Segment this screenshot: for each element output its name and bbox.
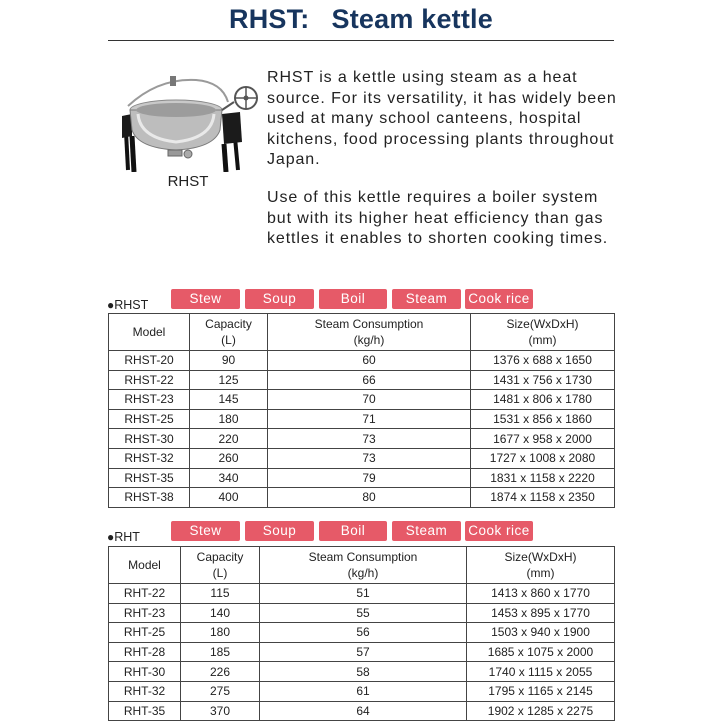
model-cell: RHT-32 [109, 681, 181, 701]
model-cell: RHT-30 [109, 662, 181, 682]
steam-consumption-cell: 73 [268, 429, 471, 449]
table-row [109, 662, 615, 682]
tag-cook-rice: Cook rice [465, 521, 533, 541]
tag-steam: Steam [392, 521, 461, 541]
size-cell: 1453 x 895 x 1770 [467, 603, 615, 623]
steam-consumption-cell: 64 [260, 701, 467, 721]
capacity-cell: 260 [190, 448, 268, 468]
table-row [109, 351, 615, 371]
table-row [109, 603, 615, 623]
size-cell: 1677 x 958 x 2000 [471, 429, 615, 449]
model-cell: RHST-30 [109, 429, 190, 449]
capacity-cell: 185 [181, 642, 260, 662]
steam-consumption-cell: 55 [260, 603, 467, 623]
model-cell: RHT-28 [109, 642, 181, 662]
size-cell: 1413 x 860 x 1770 [467, 584, 615, 604]
size-cell: 1481 x 806 x 1780 [471, 390, 615, 410]
table-row [109, 584, 615, 604]
capacity-cell: 125 [190, 370, 268, 390]
series-label-text: RHST [114, 298, 149, 312]
title-series-code: RHST: [229, 4, 310, 34]
table-header-row [109, 314, 615, 351]
capacity-cell: 226 [181, 662, 260, 682]
table-row [109, 429, 615, 449]
column-header: Size(WxDxH) (mm) [471, 314, 615, 351]
description-paragraph-1: RHST is a kettle using steam as a heat source. For its versatility, it has widely been used at many school canteens, hospital kitchens, food processing plants throughout Japan. [267, 69, 617, 169]
column-header: Steam Consumption (kg/h) [260, 547, 467, 584]
tag-boil: Boil [319, 521, 387, 541]
size-cell: 1685 x 1075 x 2000 [467, 642, 615, 662]
model-cell: RHST-23 [109, 390, 190, 410]
tag-boil: Boil [319, 289, 387, 309]
series-label-text: RHT [114, 530, 140, 544]
steam-consumption-cell: 79 [268, 468, 471, 488]
tag-soup: Soup [245, 289, 314, 309]
column-header: Capacity (L) [181, 547, 260, 584]
series-label: ●RHT [107, 530, 140, 544]
steam-consumption-cell: 58 [260, 662, 467, 682]
table-row [109, 642, 615, 662]
rht-spec-table [108, 546, 615, 721]
table-row [109, 623, 615, 643]
steam-consumption-cell: 60 [268, 351, 471, 371]
column-header: Model [109, 547, 181, 584]
title-divider [108, 40, 614, 41]
model-cell: RHST-38 [109, 488, 190, 508]
size-cell: 1431 x 756 x 1730 [471, 370, 615, 390]
size-cell: 1376 x 688 x 1650 [471, 351, 615, 371]
model-cell: RHST-22 [109, 370, 190, 390]
column-header: Capacity (L) [190, 314, 268, 351]
steam-consumption-cell: 66 [268, 370, 471, 390]
capacity-cell: 90 [190, 351, 268, 371]
steam-consumption-cell: 71 [268, 409, 471, 429]
table-row [109, 701, 615, 721]
size-cell: 1531 x 856 x 1860 [471, 409, 615, 429]
tag-soup: Soup [245, 521, 314, 541]
table-row [109, 409, 615, 429]
capacity-cell: 400 [190, 488, 268, 508]
table-row [109, 370, 615, 390]
product-caption: RHST [167, 173, 209, 190]
table-row [109, 488, 615, 508]
steam-consumption-cell: 57 [260, 642, 467, 662]
steam-consumption-cell: 70 [268, 390, 471, 410]
size-cell: 1503 x 940 x 1900 [467, 623, 615, 643]
model-cell: RHST-32 [109, 448, 190, 468]
series-label: ●RHST [107, 298, 149, 312]
tag-stew: Stew [171, 289, 240, 309]
capacity-cell: 340 [190, 468, 268, 488]
size-cell: 1874 x 1158 x 2350 [471, 488, 615, 508]
capacity-cell: 180 [181, 623, 260, 643]
steam-consumption-cell: 51 [260, 584, 467, 604]
size-cell: 1831 x 1158 x 2220 [471, 468, 615, 488]
model-cell: RHT-25 [109, 623, 181, 643]
model-cell: RHT-23 [109, 603, 181, 623]
size-cell: 1740 x 1115 x 2055 [467, 662, 615, 682]
model-cell: RHST-35 [109, 468, 190, 488]
table-row [109, 448, 615, 468]
model-cell: RHST-25 [109, 409, 190, 429]
table-row [109, 681, 615, 701]
capacity-cell: 180 [190, 409, 268, 429]
table-header-row [109, 547, 615, 584]
capacity-cell: 140 [181, 603, 260, 623]
page-title [108, 4, 614, 35]
steam-consumption-cell: 56 [260, 623, 467, 643]
model-cell: RHT-35 [109, 701, 181, 721]
tag-cook-rice: Cook rice [465, 289, 533, 309]
rhst-spec-table [108, 313, 615, 508]
steam-consumption-cell: 61 [260, 681, 467, 701]
size-cell: 1727 x 1008 x 2080 [471, 448, 615, 468]
column-header: Steam Consumption (kg/h) [268, 314, 471, 351]
capacity-cell: 115 [181, 584, 260, 604]
size-cell: 1795 x 1165 x 2145 [467, 681, 615, 701]
description-paragraph-2: Use of this kettle requires a boiler system but with its higher heat efficiency than gas kettles it enables to shorten cooking times. [267, 189, 609, 248]
table-row [109, 390, 615, 410]
size-cell: 1902 x 1285 x 2275 [467, 701, 615, 721]
steam-consumption-cell: 73 [268, 448, 471, 468]
tag-steam: Steam [392, 289, 461, 309]
table-body [109, 584, 615, 721]
steam-kettle-image [118, 72, 264, 172]
capacity-cell: 370 [181, 701, 260, 721]
model-cell: RHT-22 [109, 584, 181, 604]
capacity-cell: 275 [181, 681, 260, 701]
steam-consumption-cell: 80 [268, 488, 471, 508]
column-header: Size(WxDxH) (mm) [467, 547, 615, 584]
table-row [109, 468, 615, 488]
capacity-cell: 220 [190, 429, 268, 449]
title-product-name: Steam kettle [331, 4, 493, 34]
column-header: Model [109, 314, 190, 351]
model-cell: RHST-20 [109, 351, 190, 371]
table-body [109, 351, 615, 508]
tag-stew: Stew [171, 521, 240, 541]
capacity-cell: 145 [190, 390, 268, 410]
